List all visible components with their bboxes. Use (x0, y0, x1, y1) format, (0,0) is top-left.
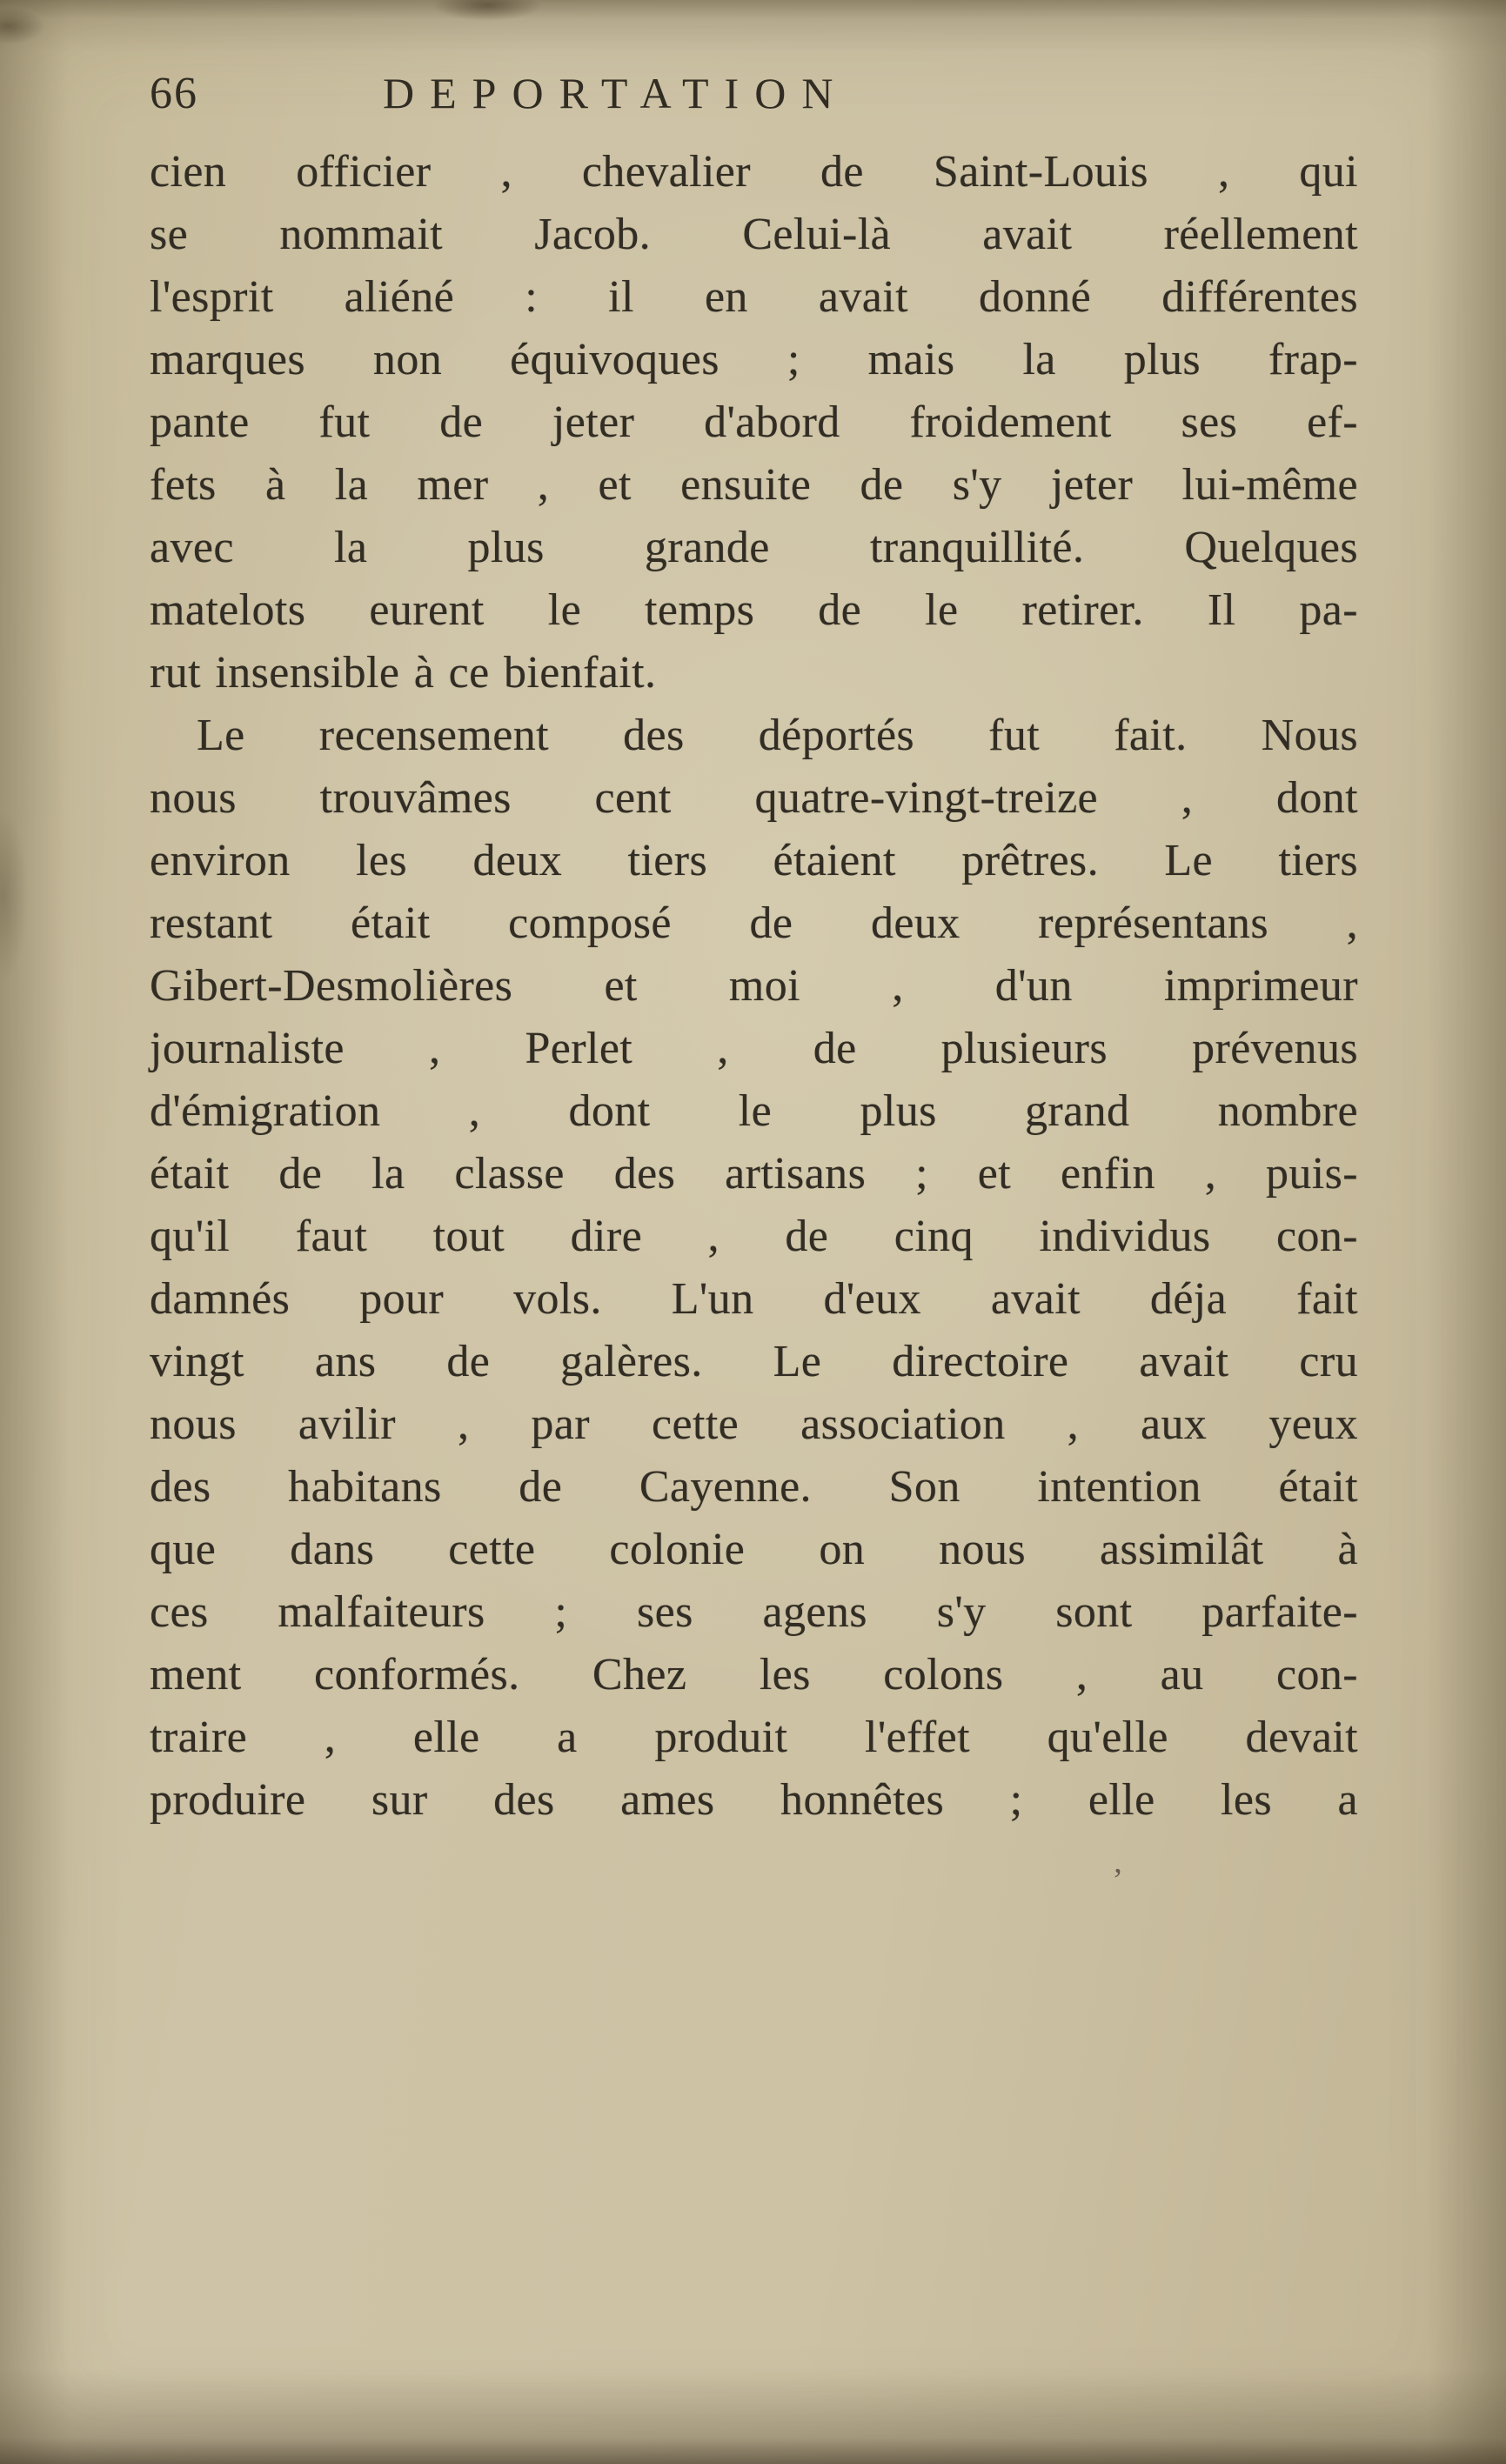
page-header (150, 68, 1358, 129)
text-line: restant était composé de deux représentans , (150, 898, 1358, 948)
text-line: produire sur des ames honnêtes ; elle les a (150, 1775, 1358, 1825)
text-line: matelots eurent le temps de le retirer. Il pa- (150, 585, 1358, 635)
page-number: 66 (150, 69, 198, 118)
text-line: journaliste , Perlet , de plusieurs prévenus (150, 1024, 1358, 1073)
book-page (150, 68, 1358, 1832)
text-line: des habitans de Cayenne. Son intention était (150, 1462, 1358, 1512)
text-line: traire , elle a produit l'effet qu'elle devait (150, 1713, 1358, 1762)
text-line: d'émigration , dont le plus grand nombre (150, 1086, 1358, 1136)
foot-mark: ’ (1112, 1862, 1123, 1899)
text-line: qu'il faut tout dire , de cinq individus con- (150, 1212, 1358, 1261)
running-title: DEPORTATION (383, 69, 849, 117)
text-line: environ les deux tiers étaient prêtres. Le tiers (150, 836, 1358, 885)
text-line: Le recensement des déportés fut fait. Nous (197, 711, 1358, 760)
text-line: rut insensible à ce bienfait. (150, 648, 657, 698)
text-line: pante fut de jeter d'abord froidement ses ef- (150, 397, 1358, 447)
text-line: marques non équivoques ; mais la plus frap- (150, 335, 1358, 384)
text-line: ment conformés. Chez les colons , au con- (150, 1650, 1358, 1699)
text-line: ces malfaiteurs ; ses agens s'y sont parfaite- (150, 1587, 1358, 1637)
text-line: avec la plus grande tranquillité. Quelques (150, 523, 1358, 572)
text-block (150, 141, 1358, 1832)
text-line: vingt ans de galères. Le directoire avait cru (150, 1337, 1358, 1386)
text-line: damnés pour vols. L'un d'eux avait déja fait (150, 1274, 1358, 1324)
text-line: l'esprit aliéné : il en avait donné différentes (150, 272, 1358, 322)
text-line: nous avilir , par cette association , aux yeux (150, 1399, 1358, 1449)
text-line: cien officier , chevalier de Saint-Louis , qui (150, 147, 1358, 197)
text-line: nous trouvâmes cent quatre-vingt-treize , dont (150, 773, 1358, 823)
text-line: Gibert-Desmolières et moi , d'un imprimeur (150, 961, 1358, 1011)
text-line: fets à la mer , et ensuite de s'y jeter lui-même (150, 460, 1358, 510)
text-line: que dans cette colonie on nous assimilât à (150, 1525, 1358, 1574)
text-line: se nommait Jacob. Celui-là avait réellement (150, 210, 1358, 259)
text-line: était de la classe des artisans ; et enfin , puis- (150, 1149, 1358, 1199)
